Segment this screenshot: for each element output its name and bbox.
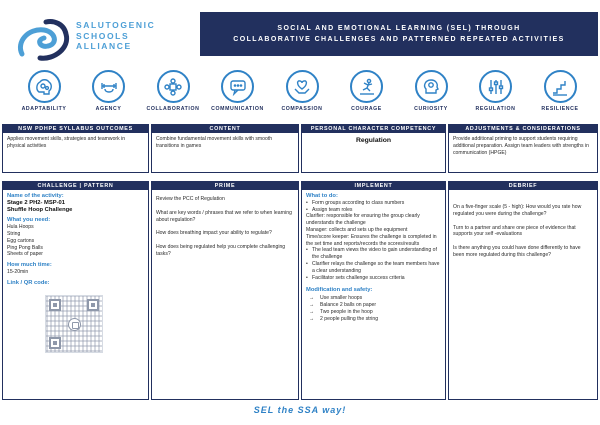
prime-paragraph: How does being regulated help you complete challenging tasks?	[156, 244, 286, 257]
footer-tagline: SEL the SSA way!	[253, 405, 347, 415]
dumbbell-hand-icon	[99, 77, 119, 97]
header-banner	[200, 12, 598, 56]
list-item: • Clarifier relays the challenge so the team members have a clear understanding	[306, 261, 441, 275]
prime-paragraph: How does breathing impact your ability to regulate?	[156, 230, 272, 237]
content-panel	[151, 124, 299, 173]
equipment-item: String	[7, 230, 21, 237]
competency-courage: COURAGE	[335, 70, 399, 120]
what-to-do-label: What to do:	[306, 193, 338, 199]
speech-bubble-icon	[228, 77, 248, 97]
qr-code[interactable]	[45, 295, 103, 353]
competency-title: PERSONAL CHARACTER COMPETENCY	[302, 125, 445, 133]
debrief-paragraph: Is there anything you could have done differently to have been more regulated during this challenge?	[453, 245, 581, 258]
equipment-item: Hula Hoops	[7, 224, 34, 231]
climbing-figure-icon	[357, 77, 377, 97]
equipment-label: What you need:	[7, 217, 51, 224]
sliders-icon	[486, 77, 506, 97]
list-item: → 2 people pulling the string	[306, 316, 441, 323]
content-text: Combine fundamental movement skills with smooth transitions in games	[156, 136, 273, 149]
prime-paragraph: Review the PCC of Regulation	[156, 196, 225, 202]
modification-label: Modification and safety:	[306, 287, 373, 294]
steps-icon	[550, 77, 570, 97]
logo-text	[76, 20, 155, 52]
stage-code: Stage 2 PH2- MSP-01	[7, 199, 65, 206]
header-line-2: COLLABORATIVE CHALLENGES AND PATTERNED REPEATED ACTIVITIES	[233, 36, 565, 43]
implement-steps	[306, 200, 441, 282]
lightbulb-head-icon	[421, 77, 441, 97]
syllabus-text: Applies movement skills, strategies and teamwork in physical activities	[7, 136, 126, 149]
debrief-panel	[448, 181, 598, 400]
list-item: • The lead team views the video to gain understanding of the challenge	[306, 247, 441, 261]
heart-hands-icon	[292, 77, 312, 97]
content-title: CONTENT	[152, 125, 298, 133]
competency-value: Regulation	[355, 137, 392, 144]
time-label: How much time:	[7, 262, 52, 269]
logo	[14, 10, 184, 70]
list-item: • Facilitator sets challenge success criteria	[306, 275, 441, 282]
competency-curiosity: CURIOSITY	[399, 70, 463, 120]
equipment-item: Sheets of paper	[7, 251, 43, 258]
debrief-paragraph: On a five-finger scale (5 - high): How would you rate how regulated you were during the challenge?	[453, 204, 582, 217]
prime-paragraph: What are key words / phrases that we refer to when learning about regulation?	[156, 209, 292, 223]
competency-compassion: COMPASSION	[270, 70, 334, 120]
challenge-title: CHALLENGE | PATTERN	[3, 182, 148, 190]
link-label: Link / QR code:	[7, 279, 50, 286]
list-item: → Balance 2 balls on paper	[306, 302, 441, 309]
list-item: • Form groups according to class numbers	[306, 200, 441, 207]
adjustments-panel	[448, 124, 598, 173]
list-item: Clarifier: responsible for ensuring the group clearly understands the challenge	[306, 213, 420, 227]
prime-title: PRIME	[152, 182, 298, 190]
logo-swirl-icon	[14, 14, 74, 64]
logo-line-3: ALLIANCE	[76, 41, 132, 51]
debrief-title: DEBRIEF	[449, 182, 597, 190]
competency-resilience: RESILIENCE	[528, 70, 592, 120]
modification-list	[306, 295, 441, 322]
group-icon	[163, 77, 183, 97]
equipment-item: Ping Pong Balls	[7, 244, 43, 251]
list-item: → Two people in the hoop	[306, 309, 441, 316]
syllabus-title: NSW PDHPE SYLLABUS OUTCOMES	[3, 125, 148, 133]
competency-communication: COMMUNICATION	[206, 70, 270, 120]
logo-line-2: SCHOOLS	[76, 30, 130, 41]
competency-collaboration: COLLABORATION	[141, 70, 205, 120]
brain-gears-icon	[34, 77, 54, 97]
logo-line-1: SALUTOGENIC	[76, 20, 156, 30]
competency-agency: AGENCY	[77, 70, 141, 120]
adjustments-title: ADJUSTMENTS & CONSIDERATIONS	[449, 125, 597, 133]
implement-title: IMPLEMENT	[302, 182, 445, 190]
activity-name: Shuffle Hoop Challenge	[7, 206, 73, 213]
equipment-item: Egg cartons	[7, 237, 35, 244]
list-item: • Assign team roles	[306, 207, 441, 214]
header-line-1: SOCIAL AND EMOTIONAL LEARNING (SEL) THROUGH	[277, 25, 521, 32]
competency-adaptability: ADAPTABILITY	[12, 70, 76, 120]
list-item: Time/score keeper: Ensures the challenge is completed in the set time and reports/records the scores/results	[306, 233, 437, 247]
competency-icons	[12, 70, 592, 120]
qr-logo-icon	[68, 318, 81, 331]
list-item: Manager: collects and sets up the equipment	[306, 226, 408, 233]
syllabus-panel	[2, 124, 149, 173]
debrief-paragraph: Turn to a partner and share one piece of evidence that supports your self -evaluations	[453, 224, 576, 238]
challenge-panel	[2, 181, 149, 400]
time-value: 15-20min	[7, 268, 29, 275]
list-item: → Use smaller hoops	[306, 295, 441, 302]
competency-regulation: REGULATION	[464, 70, 528, 120]
prime-panel	[151, 181, 299, 400]
competency-panel	[301, 124, 446, 173]
adjustments-text: Provide additional priming to support students requiring additional preparation. Assign team leaders with strengths in communication (HPGE)	[453, 136, 589, 156]
implement-panel	[301, 181, 446, 400]
activity-name-label: Name of the activity:	[7, 193, 64, 199]
